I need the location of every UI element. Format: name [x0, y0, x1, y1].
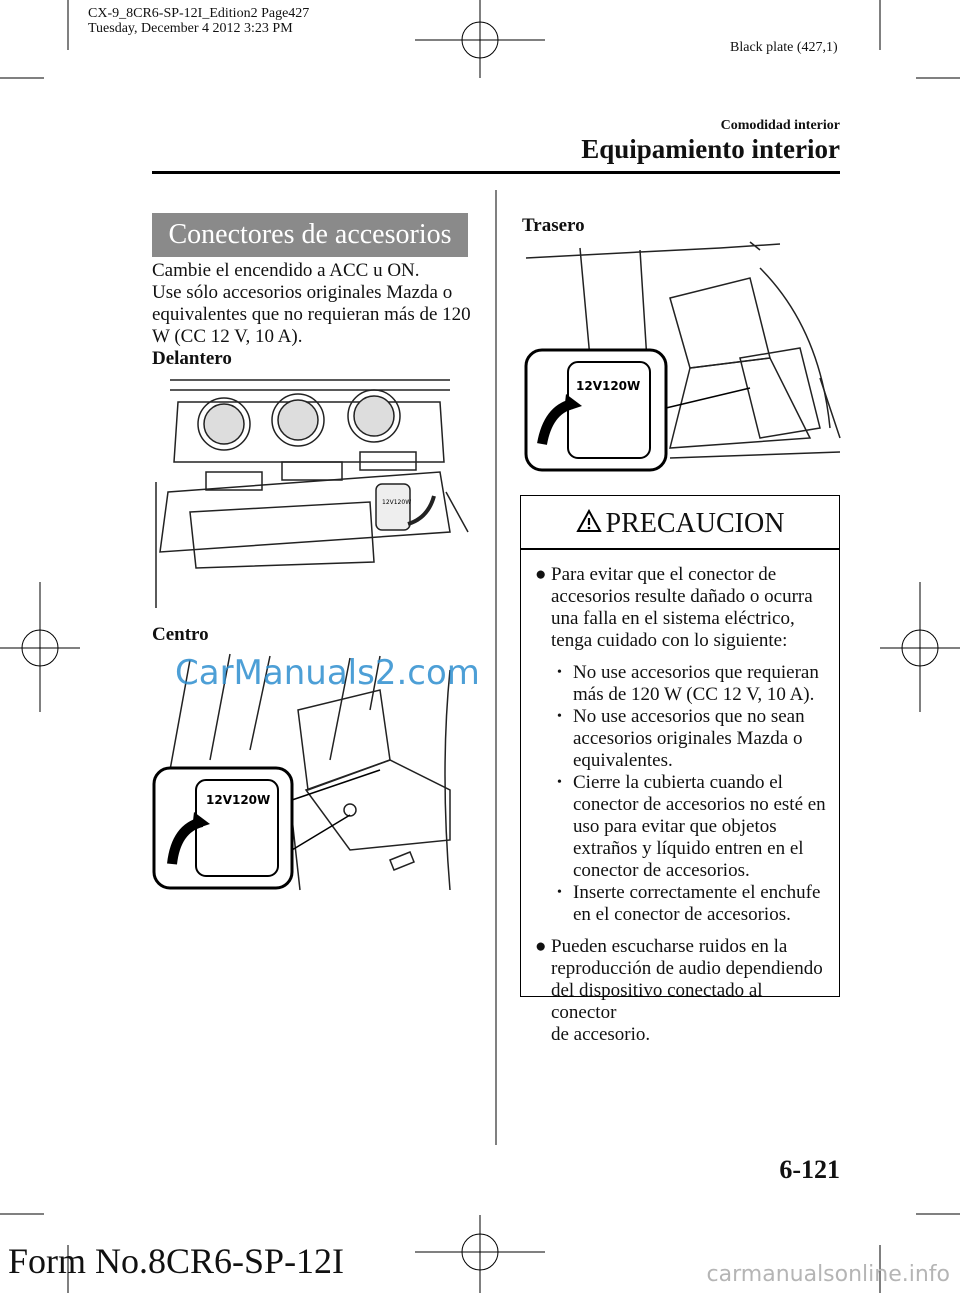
watermark: CarManuals2.com	[175, 653, 480, 693]
running-head-title: Equipamiento interior	[581, 134, 840, 164]
caution-subitem: • Inserte correctamente el enchufe en el conector de accesorios.	[557, 881, 821, 925]
front-rating-label: 12V120W	[382, 499, 412, 506]
front-console-illustration	[150, 372, 470, 612]
print-header-line1: CX-9_8CR6-SP-12I_Edition2 Page427	[88, 6, 310, 21]
rear-rating-label: 12V120W	[576, 379, 641, 393]
caution-title: PRECAUCION	[605, 508, 785, 539]
print-header-line2: Tuesday, December 4 2012 3:23 PM	[88, 21, 293, 36]
footer-site: carmanualsonline.info	[706, 1262, 950, 1287]
caution-header	[521, 508, 839, 540]
caution-subitem: • No use accesorios que requieran más de 120 W (CC 12 V, 10 A).	[557, 661, 819, 705]
intro-line: Cambie el encendido a ACC u ON.	[152, 260, 420, 281]
intro-line: Use sólo accesorios originales Mazda o	[152, 282, 453, 303]
label-rear: Trasero	[522, 215, 585, 236]
caution-divider	[521, 548, 839, 550]
section-banner: Conectores de accesorios	[152, 213, 468, 257]
page-number: 6-121	[779, 1155, 840, 1184]
intro-line: equivalentes que no requieran más de 120	[152, 304, 471, 325]
caution-list	[535, 564, 831, 1046]
label-center: Centro	[152, 624, 209, 645]
caution-subitem: • Cierre la cubierta cuando el conector de accesorios no esté en uso para evitar que objetos extraños y líquido entren en el conector de accesorios.	[557, 771, 826, 881]
caution-bullet: ● Pueden escucharse ruidos en la reproducción de audio dependiendo del dispositivo conectado al conector de accesorio.	[535, 935, 823, 1045]
header-rule	[152, 171, 840, 174]
label-front: Delantero	[152, 348, 232, 369]
plate-label: Black plate (427,1)	[730, 40, 838, 55]
caution-box	[520, 495, 840, 1045]
caution-bullet: ● Para evitar que el conector de accesorios resulte dañado o ocurra una falla en el sistema eléctrico, tenga cuidado con lo siguiente: • No use accesorios que requieran más de 120 W (CC 12 V, 10 A). • No use accesorios que no sean accesorios originales Mazda o equivalentes. • Cierre la cubierta cuando el conector de accesorios no esté en uso para evitar que objetos extraños y líquido entren en el conector de accesorios. • Inserte correctamente el enchufe en el conector de accesorios.	[535, 564, 831, 926]
form-number: Form No.8CR6-SP-12I	[8, 1241, 345, 1281]
center-rating-label: 12V120W	[206, 793, 271, 807]
running-head-section: Comodidad interior	[720, 118, 840, 133]
intro-paragraph	[152, 260, 471, 370]
intro-line: W (CC 12 V, 10 A).	[152, 326, 303, 347]
rear-cargo-illustration	[520, 238, 842, 478]
warning-icon	[576, 509, 602, 533]
caution-sublist	[551, 662, 831, 926]
caution-subitem: • No use accesorios que no sean accesorios originales Mazda o equivalentes.	[557, 705, 805, 771]
